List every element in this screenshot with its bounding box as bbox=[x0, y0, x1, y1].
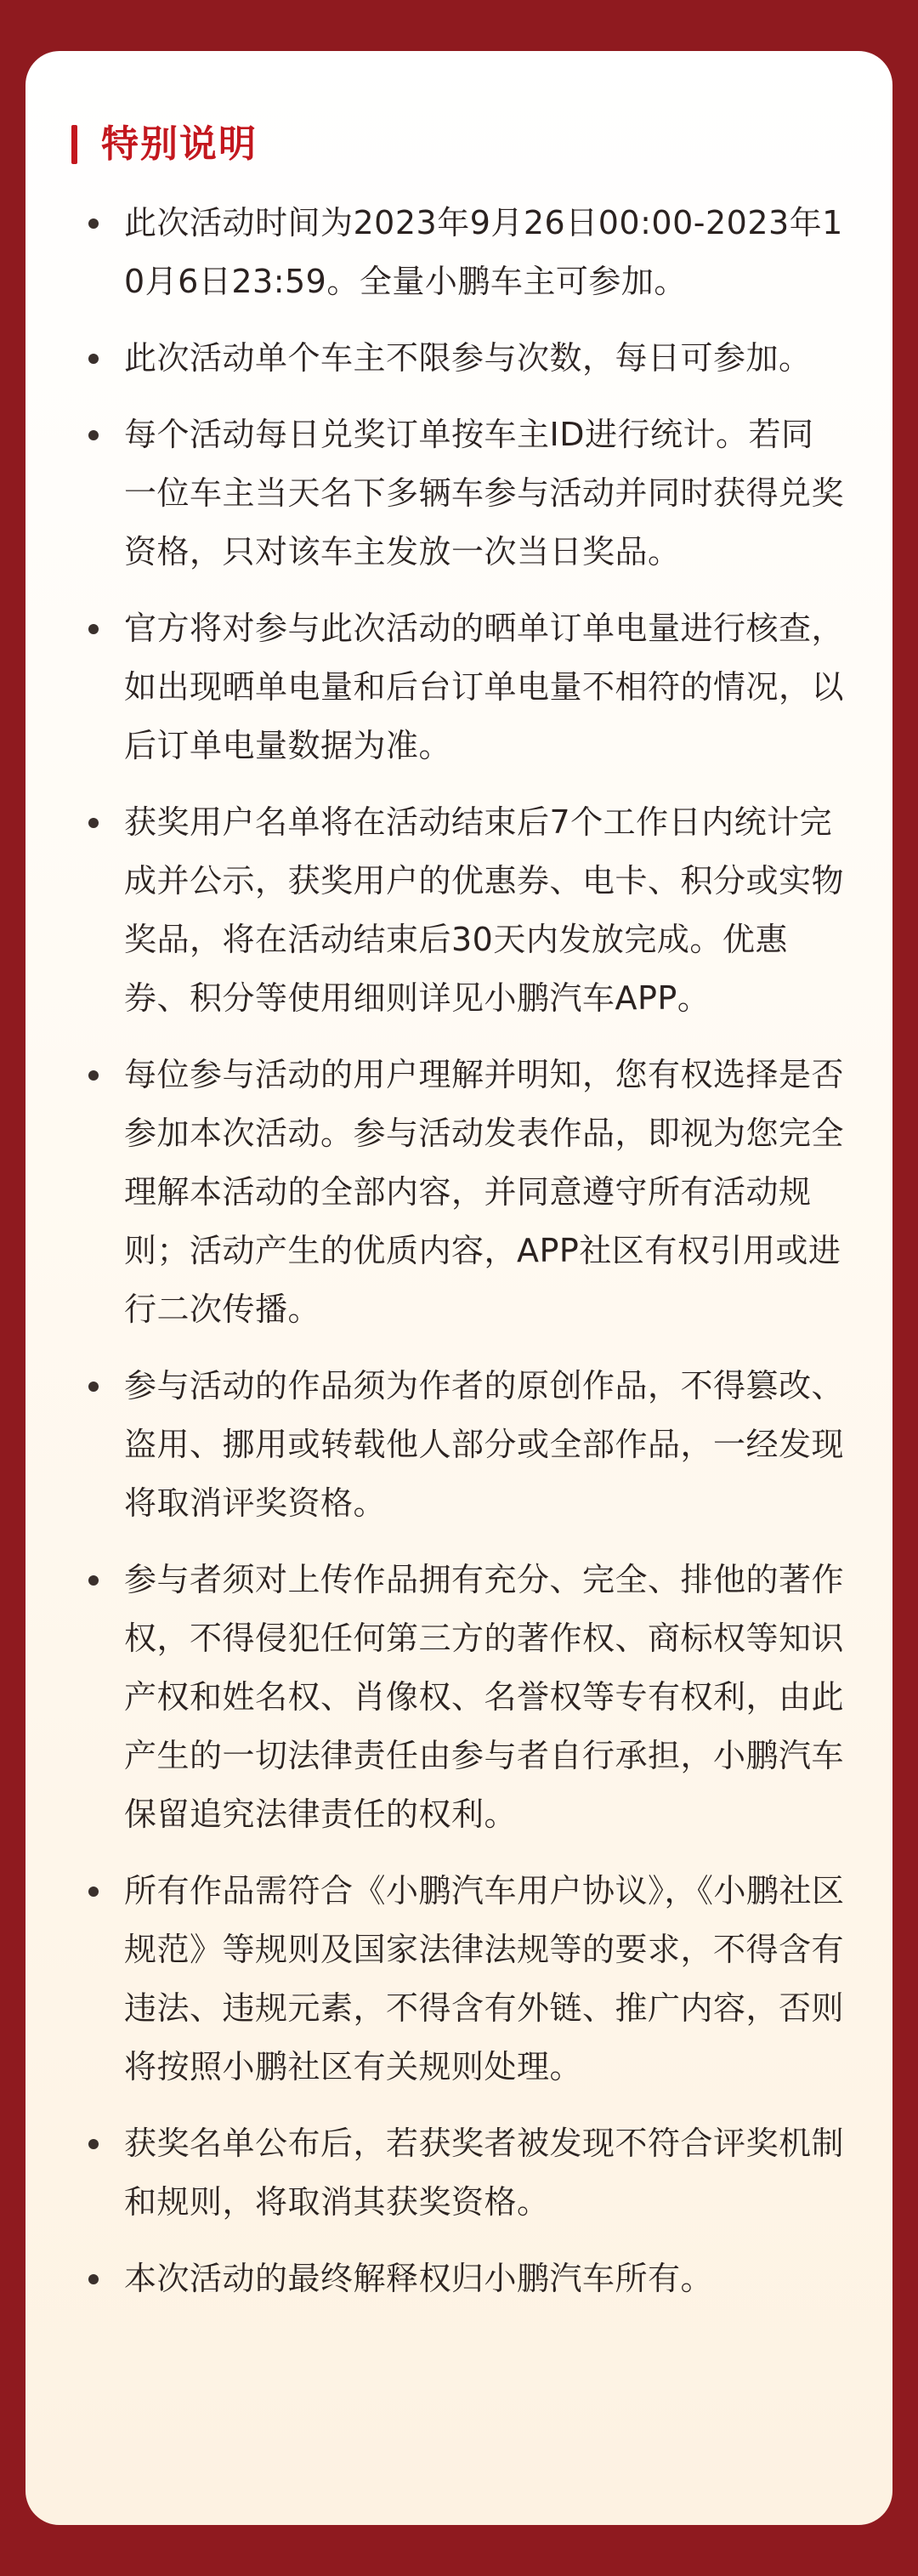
rule-item bbox=[71, 599, 845, 775]
rule-item bbox=[71, 1046, 845, 1339]
rule-item bbox=[71, 406, 845, 582]
rules-card bbox=[26, 51, 892, 2525]
rule-item bbox=[71, 2250, 845, 2308]
bullet-icon bbox=[88, 1575, 99, 1586]
rule-text: 获奖名单公布后，若获奖者被发现不符合评奖机制和规则，将取消其获奖资格。 bbox=[124, 2125, 845, 2221]
bullet-icon bbox=[88, 1887, 99, 1897]
rules-list bbox=[71, 194, 845, 2308]
rule-text: 此次活动时间为2023年9月26日00:00-2023年10月6日23:59。全量小鹏车主可参加。 bbox=[124, 204, 843, 300]
bullet-icon bbox=[88, 2139, 99, 2149]
rule-item bbox=[71, 793, 845, 1028]
rule-item bbox=[71, 194, 845, 311]
rule-item bbox=[71, 1357, 845, 1533]
rule-item bbox=[71, 1551, 845, 1844]
bullet-icon bbox=[88, 1382, 99, 1392]
rule-text: 每个活动每日兑奖订单按车主ID进行统计。若同一位车主当天名下多辆车参与活动并同时获得兑奖资格，只对该车主发放一次当日奖品。 bbox=[124, 416, 845, 570]
rule-text: 获奖用户名单将在活动结束后7个工作日内统计完成并公示，获奖用户的优惠券、电卡、积分或实物奖品，将在活动结束后30天内发放完成。优惠券、积分等使用细则详见小鹏汽车APP。 bbox=[124, 803, 845, 1017]
rule-text: 此次活动单个车主不限参与次数，每日可参加。 bbox=[124, 339, 812, 377]
bullet-icon bbox=[88, 624, 99, 634]
bullet-icon bbox=[88, 818, 99, 828]
bullet-icon bbox=[88, 354, 99, 364]
rule-text: 官方将对参与此次活动的晒单订单电量进行核查，如出现晒单电量和后台订单电量不相符的情况，以后订单电量数据为准。 bbox=[124, 610, 845, 764]
title-accent-bar bbox=[71, 125, 77, 164]
bullet-icon bbox=[88, 2274, 99, 2284]
bullet-icon bbox=[88, 1070, 99, 1081]
bullet-icon bbox=[88, 218, 99, 229]
rule-item bbox=[71, 2114, 845, 2232]
rule-item bbox=[71, 329, 845, 388]
rule-text: 所有作品需符合《小鹏汽车用户协议》，《小鹏社区规范》等规则及国家法律法规等的要求，不得含有违法、违规元素，不得含有外链、推广内容，否则将按照小鹏社区有关规则处理。 bbox=[124, 1872, 845, 2085]
bullet-icon bbox=[88, 430, 99, 440]
rule-text: 参与活动的作品须为作者的原创作品，不得篡改、盗用、挪用或转载他人部分或全部作品，一经发现将取消评奖资格。 bbox=[124, 1367, 845, 1522]
rule-text: 参与者须对上传作品拥有充分、完全、排他的著作权，不得侵犯任何第三方的著作权、商标权等知识产权和姓名权、肖像权、名誉权等专有权利，由此产生的一切法律责任由参与者自行承担，小鹏汽车保留追究法律责任的权利。 bbox=[124, 1561, 845, 1833]
section-title: 特别说明 bbox=[101, 122, 258, 166]
rule-text: 每位参与活动的用户理解并明知，您有权选择是否参加本次活动。参与活动发表作品，即视为您完全理解本活动的全部内容，并同意遵守所有活动规则；活动产生的优质内容，APP社区有权引用或进行二次传播。 bbox=[124, 1056, 845, 1328]
section-header bbox=[71, 119, 845, 170]
rule-item bbox=[71, 1862, 845, 2097]
rule-text: 本次活动的最终解释权归小鹏汽车所有。 bbox=[124, 2260, 714, 2297]
